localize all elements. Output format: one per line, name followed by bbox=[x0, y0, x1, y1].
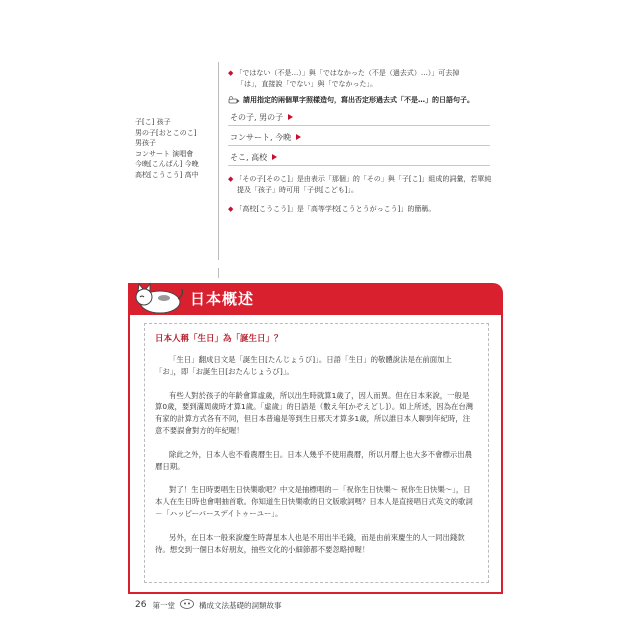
example-prompt: その子, 男の子 bbox=[230, 112, 284, 122]
note-2-line1: 「その子[そのこ]」是由表示「那個」的「その」與「子[こ]」組成的詞彙，若單純 bbox=[235, 175, 492, 183]
vocab-item: 高校[こうこう] 高中 bbox=[135, 170, 199, 179]
exercise-instruction bbox=[228, 95, 498, 106]
example-prompt: そこ, 高校 bbox=[230, 152, 268, 162]
japan-overview-box bbox=[128, 283, 503, 596]
note-3 bbox=[228, 204, 498, 215]
exercise-title: 請用指定的兩個單字照樣造句，寫出否定形過去式「不是…」的日語句子。 bbox=[243, 96, 474, 104]
arrow-right-icon bbox=[288, 114, 293, 120]
vocab-item: 男の子[おとこのこ] bbox=[135, 128, 197, 137]
vocab-item: 子[こ] 孩子 bbox=[135, 118, 171, 126]
box-inner-frame bbox=[144, 323, 489, 583]
box-header bbox=[128, 283, 503, 315]
vocabulary-list bbox=[135, 117, 223, 180]
arrow-right-icon bbox=[296, 134, 301, 140]
note-1 bbox=[228, 68, 498, 90]
example-prompt: コンサート, 今晩 bbox=[230, 132, 292, 142]
pencil-icon bbox=[228, 96, 240, 106]
vocab-item: 男孩子 bbox=[135, 139, 156, 147]
arrow-right-icon bbox=[272, 154, 277, 160]
bullet-icon: ◆ bbox=[228, 175, 234, 183]
example-row bbox=[228, 129, 490, 146]
bullet-icon: ◆ bbox=[228, 69, 234, 77]
notes-column bbox=[228, 68, 498, 215]
chapter-label: 第一堂 bbox=[152, 600, 175, 610]
paragraph: 有些人對於孩子的年齡會算虛歲，所以出生時就算1歲了，因人而異。但在日本來說，一般是算0歲，要到滿周歲時才算1歲。「虛歲」的日語是（數え年[かぞえどし]）。如上所述，因為在台灣有家的計算方式各有不同，但日本普遍是等到生日那天才算多1歲，所以誰日本人聊到年紀時，注意不要誤會對方的年紀喔！ bbox=[155, 390, 474, 435]
note-3-text: 「高校[こうこう]」是「高等学校[こうとうがっこう]」的簡稱。 bbox=[235, 205, 436, 213]
vocab-item: コンサート 演唱會 bbox=[135, 149, 194, 158]
article-heading: 日本人稱「生日」為「誕生日」？ bbox=[155, 334, 283, 344]
note-2 bbox=[228, 174, 498, 196]
column-divider bbox=[218, 268, 219, 278]
chapter-title: 構成文法基礎的詞類故事 bbox=[198, 600, 282, 610]
note-1-line1: 「ではない（不是…）」與「ではなかった（不是（過去式）…）」可去掉 bbox=[235, 69, 460, 77]
book-logo-icon bbox=[180, 599, 194, 611]
paragraph: 對了！生日時要唱生日快樂歌吧？中文是抽標唱的－「祝你生日快樂～ 祝你生日快樂～」，日本人在生日時也會唱抽首歌。你知道生日快樂歌的日文版歌詞嗎？日本人是直接唱日式英文的歌詞－「ハッピーバースデイトゥーユー」。 bbox=[155, 485, 473, 518]
page-footer bbox=[135, 599, 281, 611]
page-number: 26 bbox=[135, 600, 147, 610]
paragraph: 除此之外，日本人也不看農曆生日。日本人幾乎不使用農曆，所以月曆上也大多不會標示出農曆日期。 bbox=[155, 449, 473, 471]
paragraph: 另外，在日本一般來說慶生時壽星本人也是不用出半毛錢，而是由前來慶生的人一同出錢款待。想交到一個日本好朋友，抽些文化的小細節都不要忽略掉喔！ bbox=[155, 532, 465, 554]
example-row bbox=[228, 149, 490, 166]
vocab-item: 今晩[こんばん] 今晚 bbox=[135, 160, 199, 168]
cat-mascot-icon bbox=[132, 277, 184, 317]
note-1-line2: 「は」，直接說「でない」與「でなかった」。 bbox=[237, 80, 377, 88]
paragraph: 「生日」翻成日文是「誕生日[たんじょうび]」。日語「生日」的敬體說法是在前面加上「お」，即「お誕生日[おたんじょうび]」。 bbox=[155, 355, 452, 376]
note-2-line2: 提及「孩子」時可用「子供[こども]」。 bbox=[237, 186, 358, 194]
column-divider bbox=[218, 62, 219, 260]
bullet-icon: ◆ bbox=[228, 205, 234, 213]
example-row bbox=[228, 109, 490, 126]
box-body bbox=[128, 315, 503, 594]
article-text bbox=[155, 354, 475, 567]
box-title: 日本概述 bbox=[190, 290, 255, 308]
